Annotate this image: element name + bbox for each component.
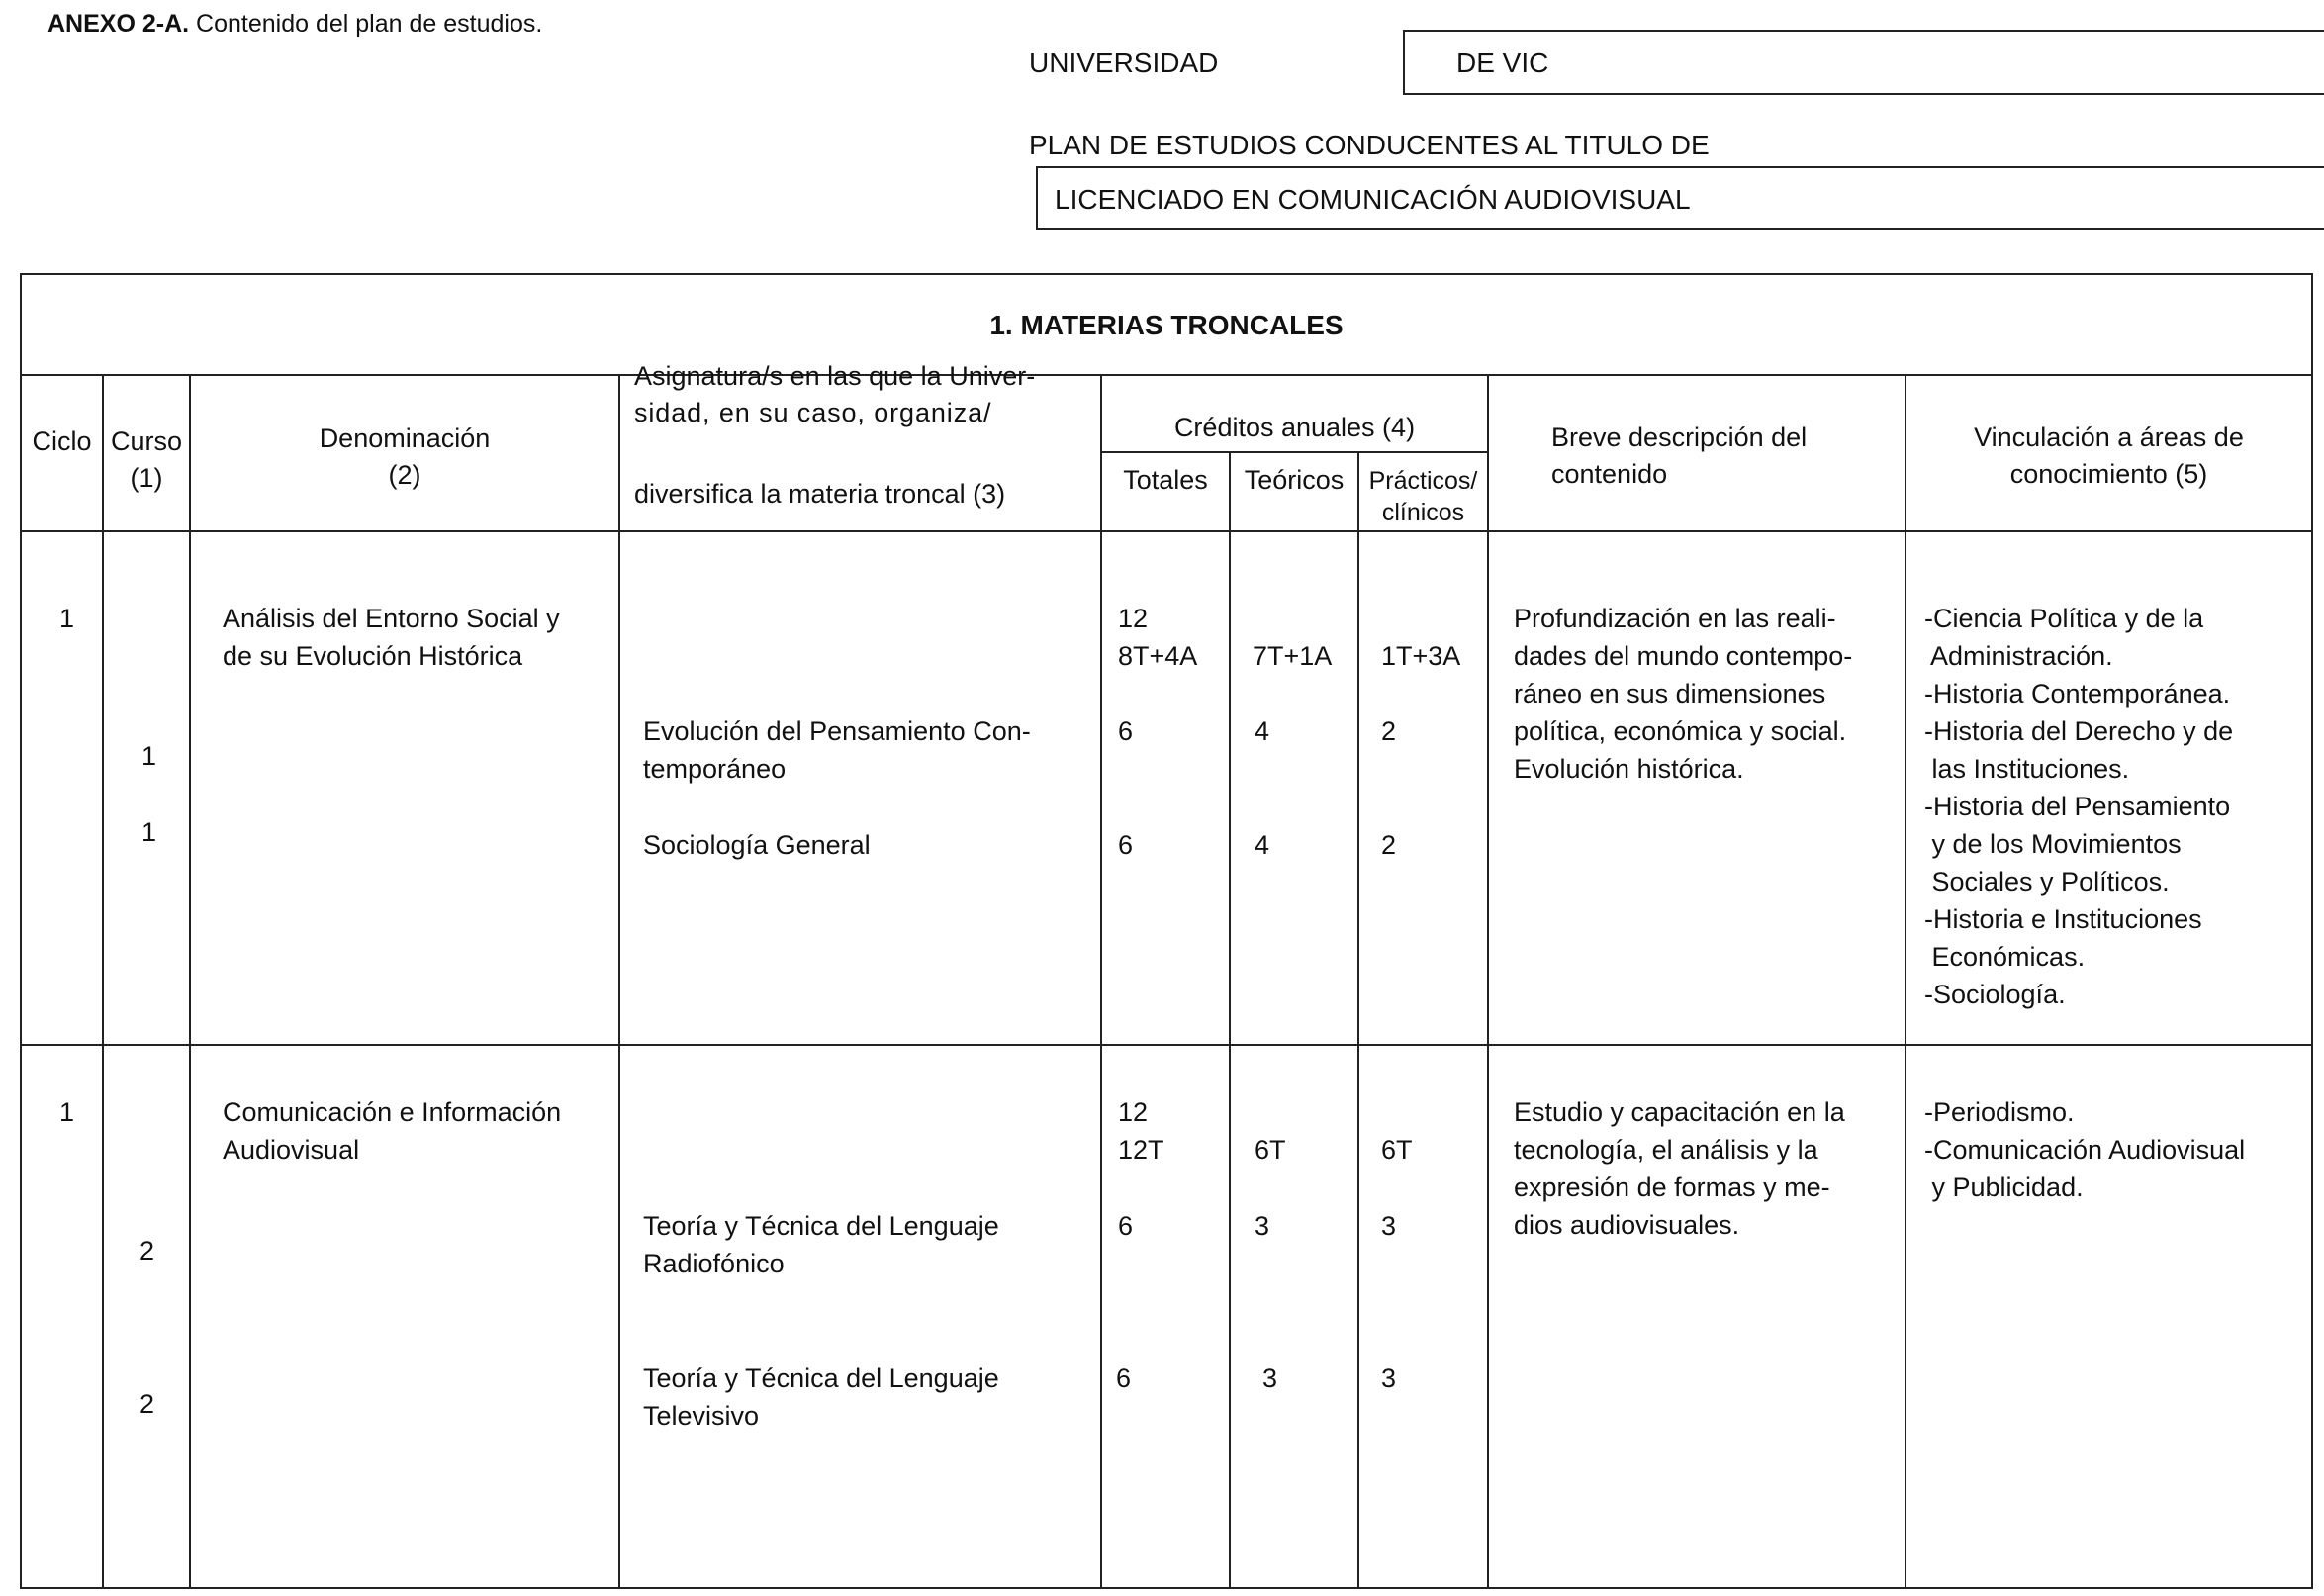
vinculacion-line: Sociales y Políticos. xyxy=(1924,867,2170,896)
teoricos-value: 4 xyxy=(1255,716,1270,746)
totales-value: 12T xyxy=(1118,1135,1164,1165)
totales-value: 6 xyxy=(1118,830,1134,860)
descripcion-line: tecnología, el análisis y la xyxy=(1514,1135,1818,1165)
teoricos-value: 3 xyxy=(1262,1363,1278,1393)
col-denominacion: Denominación xyxy=(319,423,491,453)
ciclo-value: 1 xyxy=(59,1097,75,1127)
vinculacion-line: -Historia Contemporánea. xyxy=(1924,679,2231,708)
totales-value: 12 xyxy=(1118,1097,1149,1127)
col-totales: Totales xyxy=(1123,465,1208,495)
denominacion-line: Comunicación e Información xyxy=(223,1097,562,1127)
teoricos-value: 6T xyxy=(1255,1135,1286,1165)
descripcion-line: dades del mundo contempo- xyxy=(1514,641,1853,671)
denominacion-line: Audiovisual xyxy=(223,1135,360,1165)
col-descripcion: Breve descripción del xyxy=(1551,422,1808,452)
curso-value: 2 xyxy=(139,1236,155,1266)
descripcion-line: dios audiovisuales. xyxy=(1514,1210,1740,1240)
descripcion-line: política, económica y social. xyxy=(1514,716,1847,746)
vinculacion-line: y de los Movimientos xyxy=(1924,829,2182,859)
vinculacion-line: -Comunicación Audiovisual xyxy=(1924,1135,2246,1165)
col-vinculacion-note: conocimiento (5) xyxy=(2009,459,2208,489)
col-vinculacion: Vinculación a áreas de xyxy=(1974,422,2244,452)
subject-line: Sociología General xyxy=(643,830,871,860)
col-descripcion-note: contenido xyxy=(1551,459,1668,489)
col-curso: Curso xyxy=(110,426,183,456)
subject-line: Teoría y Técnica del Lenguaje xyxy=(643,1363,999,1393)
vinculacion-line: Administración. xyxy=(1924,641,2113,671)
vinculacion-line: -Historia del Derecho y de xyxy=(1924,716,2234,746)
plan-value: LICENCIADO EN COMUNICACIÓN AUDIOVISUAL xyxy=(1055,184,1691,215)
descripcion-line: Evolución histórica. xyxy=(1514,754,1744,784)
col-practicos: Prácticos/ xyxy=(1368,467,1478,495)
practicos-value: 2 xyxy=(1381,716,1397,746)
vinculacion-line: Económicas. xyxy=(1924,942,2086,972)
vinculacion-line: -Periodismo. xyxy=(1924,1097,2075,1127)
col-teoricos: Teóricos xyxy=(1244,465,1345,495)
teoricos-value: 4 xyxy=(1255,830,1270,860)
subject-line: Radiofónico xyxy=(643,1249,785,1278)
subject-line: Evolución del Pensamiento Con- xyxy=(643,716,1031,746)
totales-value: 6 xyxy=(1116,1363,1132,1393)
curso-value: 2 xyxy=(139,1389,155,1419)
descripcion-line: expresión de formas y me- xyxy=(1514,1173,1830,1202)
vinculacion-line: -Ciencia Política y de la xyxy=(1924,604,2204,633)
curso-value: 1 xyxy=(141,817,157,847)
vinculacion-line: -Historia e Instituciones xyxy=(1924,904,2202,934)
practicos-value: 1T+3A xyxy=(1381,641,1461,671)
vinculacion-line: las Instituciones. xyxy=(1924,754,2130,784)
teoricos-value: 7T+1A xyxy=(1253,641,1333,671)
descripcion-line: Estudio y capacitación en la xyxy=(1514,1097,1845,1127)
practicos-value: 6T xyxy=(1381,1135,1413,1165)
col-creditos: Créditos anuales (4) xyxy=(1173,413,1416,442)
subject-line: temporáneo xyxy=(643,754,787,784)
ciclo-value: 1 xyxy=(59,604,75,633)
vinculacion-line: y Publicidad. xyxy=(1924,1173,2084,1202)
col-asignatura-line2: sidad, en su caso, organiza/ xyxy=(634,398,992,427)
subject-line: Teoría y Técnica del Lenguaje xyxy=(643,1211,999,1241)
totales-value: 8T+4A xyxy=(1118,641,1198,671)
practicos-value: 3 xyxy=(1381,1211,1397,1241)
vinculacion-line: -Sociología. xyxy=(1924,980,2066,1009)
descripcion-line: Profundización en las reali- xyxy=(1514,604,1836,633)
col-ciclo: Ciclo xyxy=(32,426,92,456)
annex-title: ANEXO 2-A. Contenido del plan de estudios. xyxy=(47,10,543,38)
practicos-value: 2 xyxy=(1381,830,1397,860)
table-title: 1. MATERIAS TRONCALES xyxy=(989,310,1344,340)
totales-value: 6 xyxy=(1118,1211,1134,1241)
curso-value: 1 xyxy=(141,741,157,771)
plan-label: PLAN DE ESTUDIOS CONDUCENTES AL TITULO DE xyxy=(1029,130,1710,160)
university-label: UNIVERSIDAD xyxy=(1029,47,1219,78)
university-value: DE VIC xyxy=(1456,47,1549,78)
col-asignatura-line1: Asignatura/s en las que la Univer- xyxy=(634,361,1036,391)
col-denominacion-note: (2) xyxy=(388,460,421,490)
col-curso-note: (1) xyxy=(130,463,163,493)
totales-value: 6 xyxy=(1118,716,1134,746)
denominacion-line: Análisis del Entorno Social y xyxy=(223,604,560,633)
teoricos-value: 3 xyxy=(1255,1211,1270,1241)
col-asignatura-line3: diversifica la materia troncal (3) xyxy=(634,479,1006,509)
subject-line: Televisivo xyxy=(643,1401,760,1431)
practicos-value: 3 xyxy=(1381,1363,1397,1393)
vinculacion-line: -Historia del Pensamiento xyxy=(1924,792,2231,821)
col-practicos-note: clínicos xyxy=(1381,499,1465,526)
descripcion-line: ráneo en sus dimensiones xyxy=(1514,679,1826,708)
denominacion-line: de su Evolución Histórica xyxy=(223,641,523,671)
totales-value: 12 xyxy=(1118,604,1149,633)
